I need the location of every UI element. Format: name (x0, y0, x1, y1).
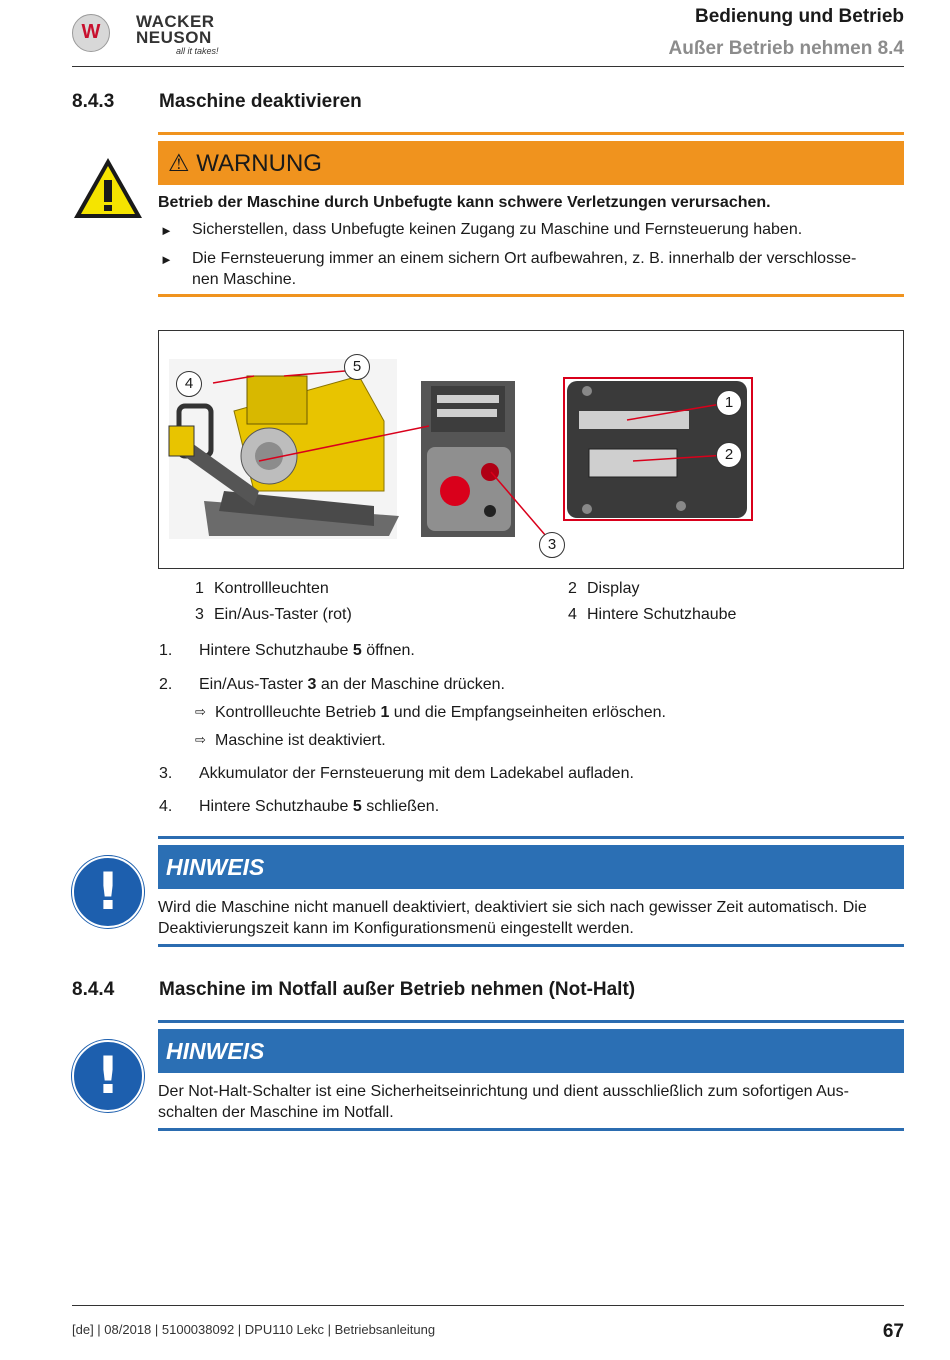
machine-figure (158, 330, 904, 569)
step-text: Hintere Schutzhaube 5 schließen. (199, 798, 440, 815)
mandatory-info-icon (72, 856, 144, 928)
warning-banner (158, 141, 904, 185)
logo-tagline: all it takes! (176, 46, 219, 56)
page-number: 67 (882, 1321, 904, 1342)
callout-1: 1 (716, 390, 742, 416)
legend-num-3: 3 (195, 606, 204, 623)
bullet-arrow-icon: ► (160, 252, 173, 267)
warning-bullet-1: Sicherstellen, dass Unbefugte keinen Zugang zu Maschine und Fernsteuerung haben. (192, 221, 803, 238)
warning-top-rule (158, 132, 904, 135)
legend-num-4: 4 (568, 606, 577, 623)
result-arrow-icon: ⇨ (195, 732, 206, 747)
footer-doc-info: [de] | 08/2018 | 5100038092 | DPU110 Lekc | Betriebsanleitung (72, 1322, 436, 1337)
logo-text-line2: NEUSON (136, 28, 212, 47)
legend-label-1: Kontrollleuchten (214, 580, 329, 597)
logo-text-line1: WACKER (136, 12, 215, 31)
bullet-arrow-icon: ► (160, 223, 173, 238)
hinweis-banner (158, 845, 904, 889)
section-title: Maschine im Notfall außer Betrieb nehmen (Not-Halt) (159, 979, 636, 1000)
warning-headline: Betrieb der Maschine durch Unbefugte kann schwere Verletzungen verursachen. (158, 194, 771, 211)
logo-w-mark: W (81, 21, 101, 43)
step-text: Ein/Aus-Taster 3 an der Maschine drücken. (199, 676, 505, 693)
section-number: 8.4.4 (72, 979, 115, 1000)
callout-5: 5 (344, 354, 370, 380)
exclamation-icon: ! (96, 1046, 120, 1106)
callout-2: 2 (716, 442, 742, 468)
legend-label-3: Ein/Aus-Taster (rot) (214, 606, 352, 623)
legend-num-1: 1 (195, 580, 204, 597)
result-arrow-icon: ⇨ (195, 704, 206, 719)
step-number: 4. (159, 798, 173, 815)
result-text: Maschine ist deaktiviert. (215, 732, 386, 749)
warning-bullet-2: Die Fernsteuerung immer an einem sichern Ort aufbewahren, z. B. innerhalb der verschlosse- (192, 250, 857, 267)
step-text: Hintere Schutzhaube 5 öffnen. (199, 642, 415, 659)
brand-logo-icon (72, 14, 110, 52)
warning-small-triangle-icon: ⚠ (168, 150, 190, 177)
legend-num-2: 2 (568, 580, 577, 597)
step-text: Akkumulator der Fernsteuerung mit dem Ladekabel aufladen. (199, 765, 634, 782)
legend-label-2: Display (587, 580, 640, 597)
callout-3: 3 (539, 532, 565, 558)
hinweis-top-rule (158, 836, 904, 839)
brand-logo-text (136, 14, 215, 46)
hinweis-label: HINWEIS (166, 854, 265, 880)
warning-label (168, 149, 322, 178)
callout-4: 4 (176, 371, 202, 397)
hinweis-banner (158, 1029, 904, 1073)
footer-divider (72, 1305, 904, 1306)
hinweis-label: HINWEIS (166, 1038, 265, 1064)
header-divider (72, 66, 904, 67)
section-title: Maschine deaktivieren (159, 91, 362, 112)
chapter-subtitle: Außer Betrieb nehmen 8.4 (668, 38, 904, 59)
machine-illustration (159, 331, 903, 568)
warning-triangle-icon (72, 156, 144, 225)
hinweis-text-line1: Der Not-Halt-Schalter ist eine Sicherheitseinrichtung und dient ausschließlich zum sofortigen Aus- (158, 1083, 849, 1100)
step-number: 2. (159, 676, 173, 693)
hinweis-text-line2: Deaktivierungszeit kann im Konfigurationsmenü eingestellt werden. (158, 920, 634, 937)
warning-bottom-rule (158, 294, 904, 297)
legend-label-4: Hintere Schutzhaube (587, 606, 737, 623)
warning-label-text: WARNUNG (196, 150, 322, 177)
step-number: 3. (159, 765, 173, 782)
result-text: Kontrollleuchte Betrieb 1 und die Empfangseinheiten erlöschen. (215, 704, 666, 721)
hinweis-text-line1: Wird die Maschine nicht manuell deaktiviert, deaktiviert sie sich nach gewisser Zeit automatisch. Die (158, 899, 867, 916)
mandatory-info-icon (72, 1040, 144, 1112)
section-number: 8.4.3 (72, 91, 115, 112)
hinweis-top-rule (158, 1020, 904, 1023)
hinweis-bottom-rule (158, 944, 904, 947)
hinweis-bottom-rule (158, 1128, 904, 1131)
warning-bullet-2-cont: nen Maschine. (192, 271, 297, 288)
step-number: 1. (159, 642, 173, 659)
exclamation-icon: ! (96, 862, 120, 922)
hinweis-text-line2: schalten der Maschine im Notfall. (158, 1104, 394, 1121)
chapter-title: Bedienung und Betrieb (695, 6, 904, 27)
